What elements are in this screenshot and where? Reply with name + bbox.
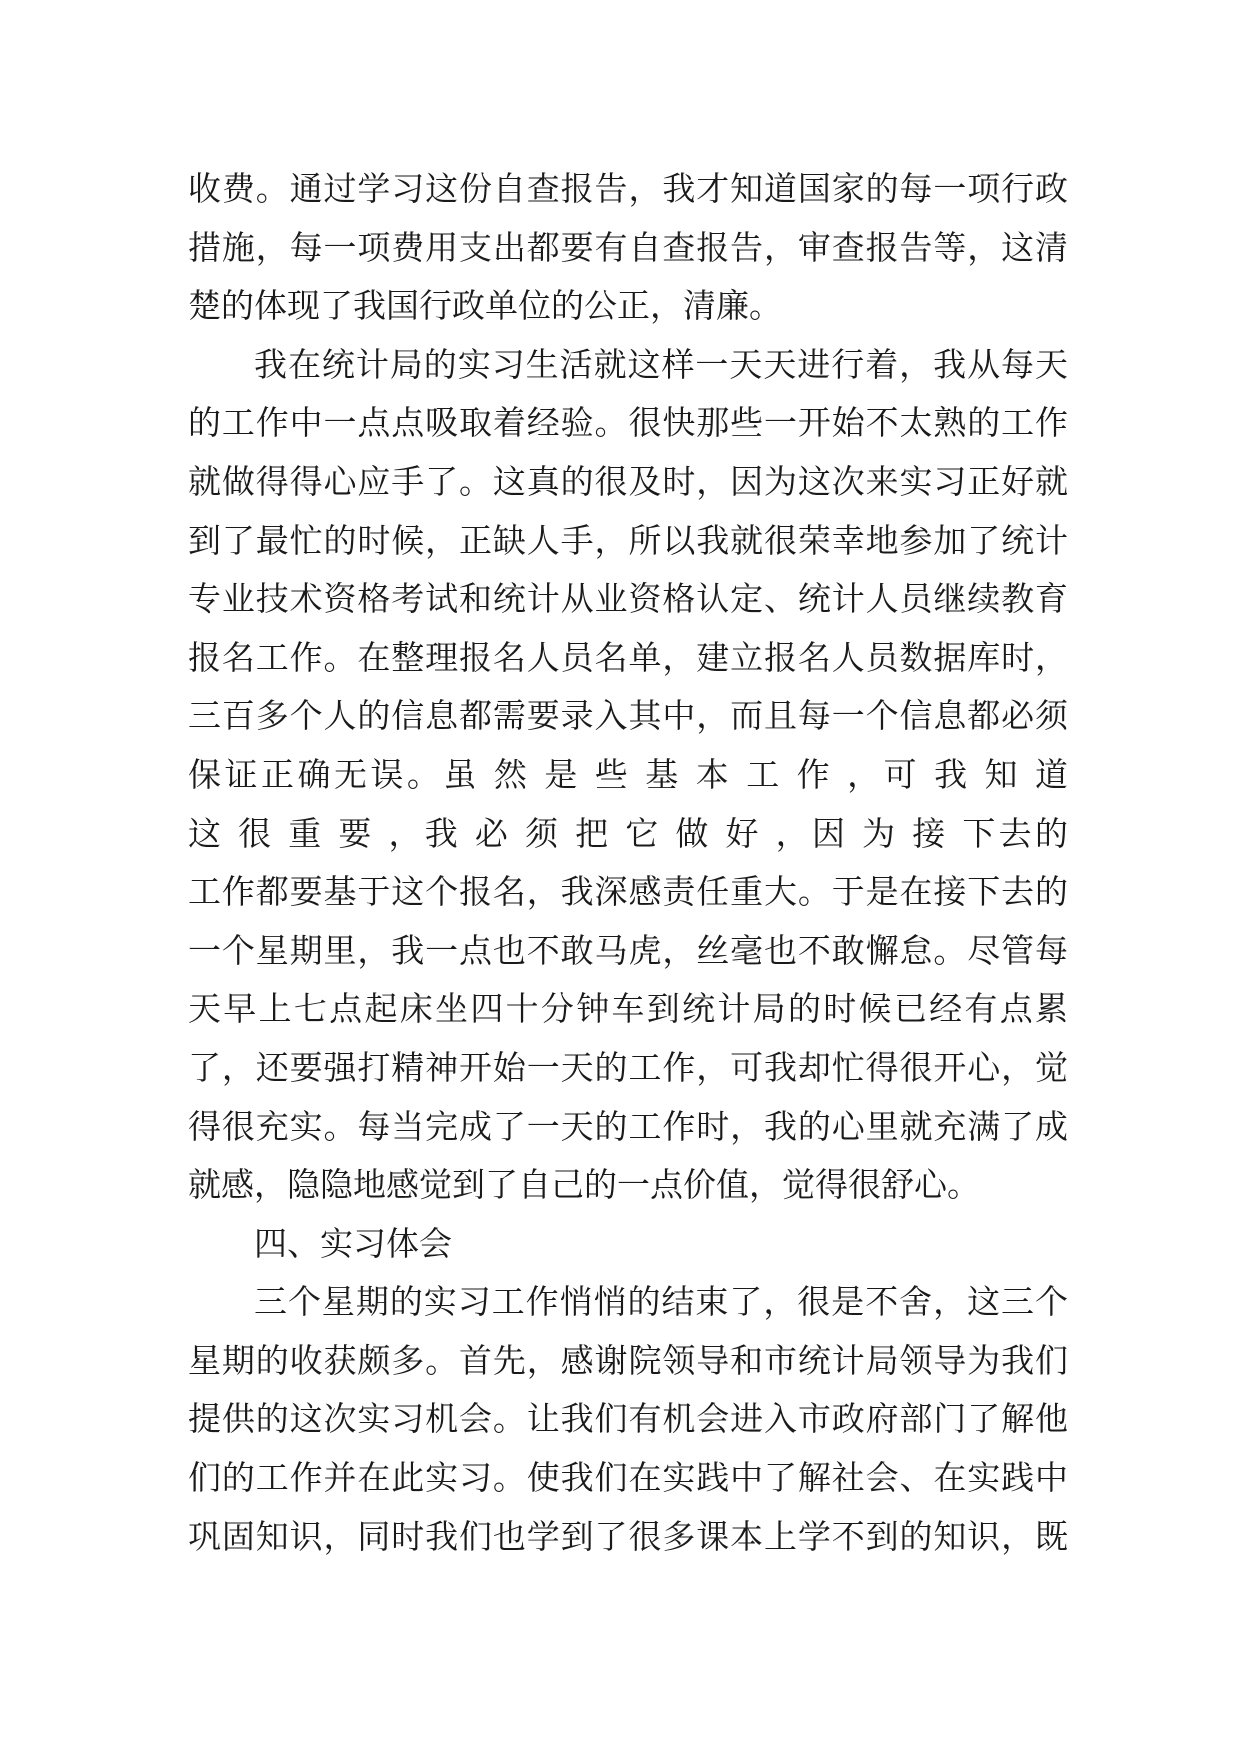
- text-line: 就感，隐隐地感觉到了自己的一点价值，觉得很舒心。: [188, 1165, 980, 1205]
- text-line: 三百多个人的信息都需要录入其中，而且每一个信息都必须: [188, 696, 1068, 736]
- text-line: 我在统计局的实习生活就这样一天天进行着，我从每天: [254, 344, 1068, 384]
- text-line: 四、实习体会: [254, 1223, 452, 1263]
- text-line: 三个星期的实习工作悄悄的结束了，很是不舍，这三个: [254, 1282, 1068, 1322]
- text-line: 们的工作并在此实习。使我们在实践中了解社会、在实践中: [188, 1458, 1068, 1498]
- document-body: [188, 160, 1068, 1566]
- text-line: 保证正确无误。虽 然 是 些 基 本 工 作 ，可 我 知 道: [188, 754, 1068, 794]
- text-line: 天早上七点起床坐四十分钟车到统计局的时候已经有点累: [188, 989, 1068, 1029]
- text-line: 的工作中一点点吸取着经验。很快那些一开始不太熟的工作: [188, 403, 1068, 443]
- text-line: 专业技术资格考试和统计从业资格认定、统计人员继续教育: [188, 579, 1068, 619]
- text-line: 一个星期里，我一点也不敢马虎，丝毫也不敢懈怠。尽管每: [188, 930, 1068, 970]
- text-line: 楚的体现了我国行政单位的公正，清廉。: [188, 286, 782, 326]
- text-line: 报名工作。在整理报名人员名单，建立报名人员数据库时，: [188, 637, 1068, 677]
- text-line: 星期的收获颇多。首先，感谢院领导和市统计局领导为我们: [188, 1340, 1068, 1380]
- text-line: 得很充实。每当完成了一天的工作时，我的心里就充满了成: [188, 1106, 1068, 1146]
- text-line: 到了最忙的时候，正缺人手，所以我就很荣幸地参加了统计: [188, 520, 1068, 560]
- text-line: 工作都要基于这个报名，我深感责任重大。于是在接下去的: [188, 872, 1068, 912]
- text-line: 巩固知识，同时我们也学到了很多课本上学不到的知识，既: [188, 1516, 1068, 1556]
- text-line: 这 很 重 要 ，我 必 须 把 它 做 好 ，因 为 接 下去的: [188, 813, 1068, 853]
- text-line: 措施，每一项费用支出都要有自查报告，审查报告等，这清: [188, 227, 1068, 267]
- text-line: 收费。通过学习这份自查报告，我才知道国家的每一项行政: [188, 169, 1068, 208]
- text-line: 了，还要强打精神开始一天的工作，可我却忙得很开心，觉: [188, 1047, 1068, 1087]
- text-line: 就做得得心应手了。这真的很及时，因为这次来实习正好就: [188, 461, 1068, 501]
- text-line: 提供的这次实习机会。让我们有机会进入市政府部门了解他: [188, 1399, 1068, 1439]
